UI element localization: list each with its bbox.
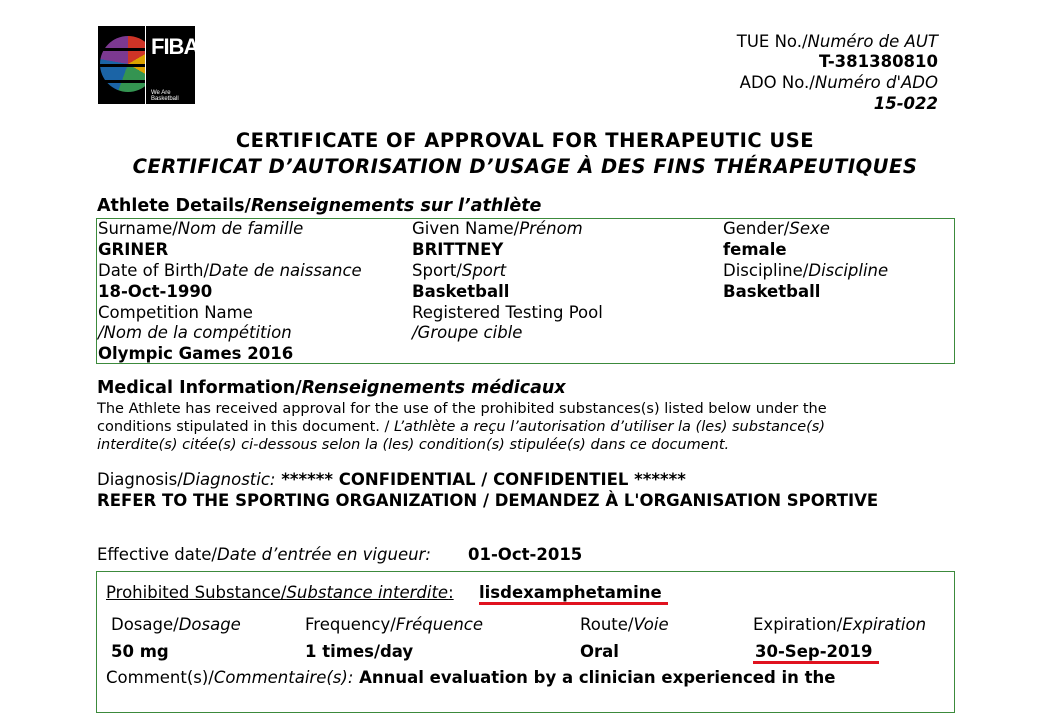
surname-label: Surname/Nom de famille [98,219,304,238]
testing-pool-label-fr: /Groupe cible [412,323,523,342]
dob-value: 18-Oct-1990 [98,282,213,301]
testing-pool-label: Registered Testing Pool [412,303,603,322]
medical-approval-line-3: interdite(s) citée(s) ci-dessous selon la (les) condition(s) stipulée(s) dans ce document. [97,437,730,453]
dob-label: Date of Birth/Date de naissance [98,261,362,280]
competition-label: Competition Name [98,303,253,322]
dosage-value: 50 mg [111,642,169,661]
tue-number-value: T-381380810 [818,52,938,71]
ado-number-value: 15-022 [873,94,938,113]
given-name-value: BRITTNEY [412,240,504,259]
frequency-value: 1 times/day [305,642,414,661]
sport-label: Sport/Sport [412,261,507,280]
surname-value: GRINER [98,240,169,259]
gender-value: female [723,240,787,259]
frequency-label: Frequency/Fréquence [305,615,484,634]
logo-tagline: We Are Basketball [151,90,179,102]
medical-approval-line-1: The Athlete has received approval for the use of the prohibited substances(s) listed below under the [97,401,827,417]
gender-label: Gender/Sexe [723,219,830,238]
diagnosis-line: Diagnosis/Diagnostic: ****** CONFIDENTIAL / CONFIDENTIEL ****** [97,470,686,489]
substance-highlight-underline [479,602,668,605]
medical-approval-line-2: conditions stipulated in this document. / L’athlète a reçu l’autorisation d’utiliser la (les) substance(s) [97,419,826,435]
basketball-logo-graphic [98,26,145,104]
comment-line: Comment(s)/Commentaire(s): Annual evaluation by a clinician experienced in the [106,668,836,687]
tue-number-label: TUE No./Numéro de AUT [736,32,938,51]
medical-info-heading: Medical Information/Renseignements médicaux [97,378,566,398]
route-label: Route/Voie [580,615,669,634]
logo-name: FIBA [151,34,199,59]
competition-value: Olympic Games 2016 [98,344,294,363]
expiration-label: Expiration/Expiration [753,615,927,634]
substance-label: Prohibited Substance/Substance interdite: [106,583,454,602]
substance-value: lisdexamphetamine [479,583,662,602]
sport-value: Basketball [412,282,510,301]
fiba-logo [98,26,199,104]
expiration-value: 30-Sep-2019 [755,642,873,661]
ado-number-label: ADO No./Numéro d'ADO [739,73,938,92]
given-name-label: Given Name/Prénom [412,219,583,238]
competition-label-fr: /Nom de la compétition [98,323,292,342]
discipline-label: Discipline/Discipline [723,261,889,280]
athlete-details-box [96,218,955,364]
logo-text-panel [146,26,199,104]
document-title-fr: CERTIFICAT D’AUTORISATION D’USAGE À DES FINS THÉRAPEUTIQUES [132,155,918,178]
route-value: Oral [580,642,619,661]
dosage-label: Dosage/Dosage [111,615,241,634]
athlete-details-heading: Athlete Details/Renseignements sur l’athlète [97,196,542,216]
document-title: CERTIFICATE OF APPROVAL FOR THERAPEUTIC USE [235,129,815,152]
refer-to-organization: REFER TO THE SPORTING ORGANIZATION / DEMANDEZ À L'ORGANISATION SPORTIVE [97,491,879,510]
effective-date-value: 01-Oct-2015 [468,545,583,564]
effective-date-label: Effective date/Date d’entrée en vigueur: [97,545,431,564]
discipline-value: Basketball [723,282,821,301]
expiration-highlight-underline [753,661,879,664]
